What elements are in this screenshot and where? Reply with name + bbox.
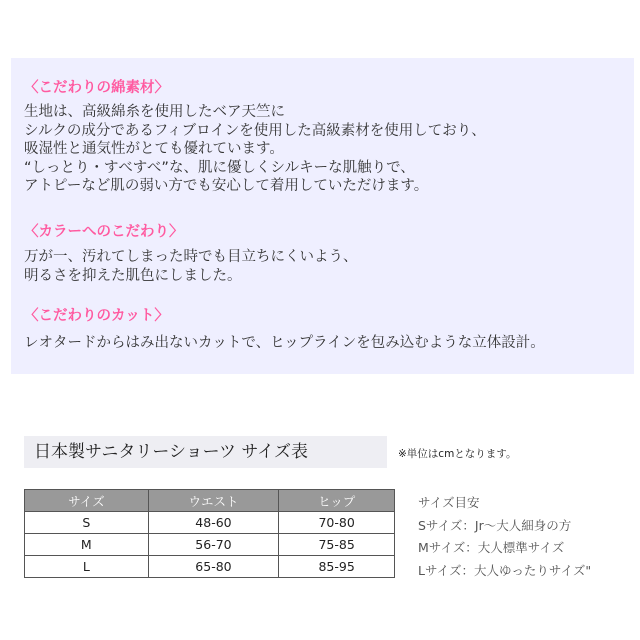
cell-hip: 70-80	[279, 512, 395, 534]
header-waist: ウエスト	[148, 490, 279, 512]
cut-body	[24, 334, 545, 353]
cell-size: L	[25, 556, 149, 578]
header-size: サイズ	[25, 490, 149, 512]
body-line: “しっとり・すべすべ”な、肌に優しくシルキーな肌触りで、	[24, 159, 415, 176]
table-header-row	[25, 490, 395, 512]
cut-heading: 〈こだわりのカット〉	[24, 308, 169, 324]
cell-hip: 85-95	[279, 556, 395, 578]
color-body	[24, 248, 358, 285]
size-guide-title: サイズ目安	[418, 495, 480, 510]
cell-size: S	[25, 512, 149, 534]
body-line: 万が一、汚れてしまった時でも目立ちにくいよう、	[24, 249, 358, 265]
table-row	[25, 556, 395, 578]
size-table	[24, 489, 395, 578]
cell-hip: 75-85	[279, 534, 395, 556]
body-line: シルクの成分であるフィブロインを使用した高級素材を使用しており、	[24, 122, 486, 139]
table-row	[25, 534, 395, 556]
table-row	[25, 512, 395, 534]
header-hip: ヒップ	[279, 490, 395, 512]
body-line: レオタードからはみ出ないカットで、ヒップラインを包み込むような立体設計。	[24, 335, 545, 351]
size-guide-line: Mサイズ：大人標準サイズ	[418, 540, 565, 556]
size-guide-line: Lサイズ：大人ゆったりサイズ"	[418, 563, 592, 579]
body-line: アトピーなど肌の弱い方でも安心して着用していただけます。	[24, 178, 429, 194]
size-chart-title: 日本製サニタリーショーツ サイズ表	[24, 436, 387, 468]
cell-waist: 48-60	[148, 512, 279, 534]
cell-waist: 56-70	[148, 534, 279, 556]
unit-note: ※単位はcmとなります。	[398, 448, 517, 460]
color-heading: 〈カラーへのこだわり〉	[24, 224, 184, 240]
body-line: 明るさを抑えた肌色にしました。	[24, 267, 242, 284]
size-guide	[418, 492, 591, 583]
cotton-material-body	[24, 103, 486, 196]
body-line: 生地は、高級綿糸を使用したベア天竺に	[24, 104, 285, 120]
cell-size: M	[25, 534, 149, 556]
body-line: 吸湿性と通気性がとても優れています。	[24, 141, 284, 157]
size-guide-line: Sサイズ：Jr～大人細身の方	[418, 517, 572, 533]
cell-waist: 65-80	[148, 556, 279, 578]
cotton-material-heading: 〈こだわりの綿素材〉	[24, 80, 169, 96]
